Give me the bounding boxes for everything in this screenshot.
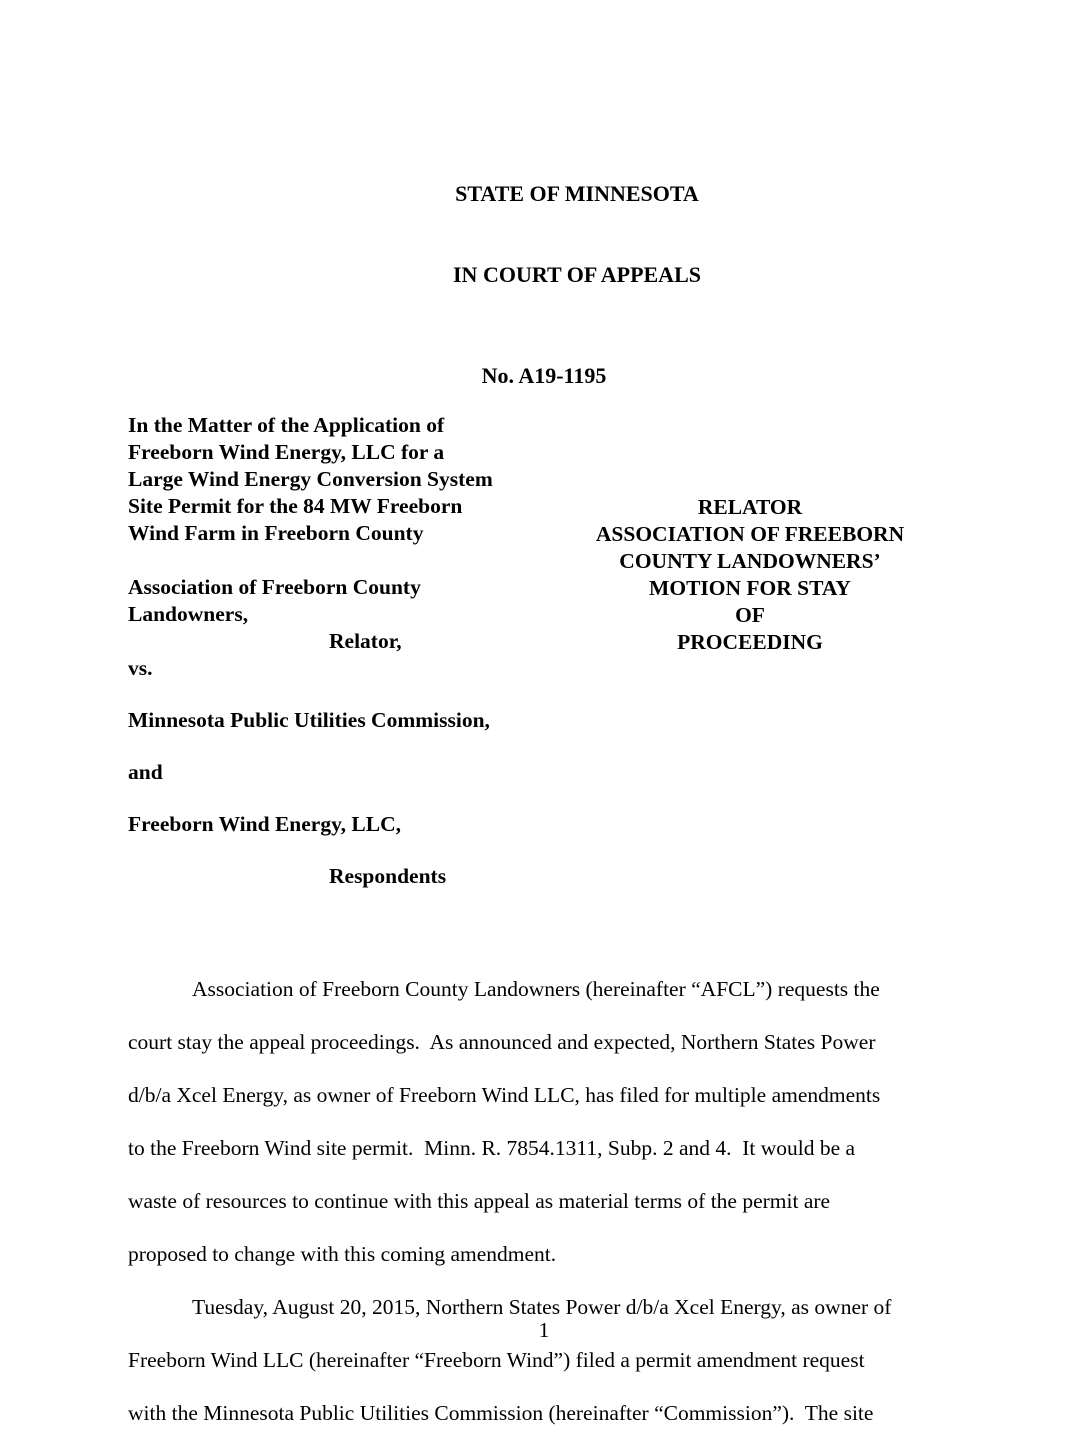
motion-title-line: RELATOR xyxy=(697,495,803,519)
matter-line: Wind Farm in Freeborn County xyxy=(128,521,424,545)
body-line: court stay the appeal proceedings. As announced and expected, Northern States Power xyxy=(128,1030,876,1054)
motion-title-line: PROCEEDING xyxy=(677,630,823,654)
motion-title-line: MOTION FOR STAY xyxy=(649,576,851,600)
respondent-party-name: Minnesota Public Utilities Commission, xyxy=(128,708,490,732)
body-paragraph xyxy=(128,1281,1088,1440)
relator-designation: Relator, xyxy=(329,629,402,653)
court-header xyxy=(66,126,1088,342)
page-number: 1 xyxy=(538,1318,550,1342)
relator-party-name: Landowners, xyxy=(128,602,249,626)
matter-line: In the Matter of the Application of xyxy=(128,413,445,437)
case-caption xyxy=(128,412,1088,890)
caption-left-column xyxy=(128,412,580,890)
matter-line: Freeborn Wind Energy, LLC for a xyxy=(128,440,445,464)
case-number: No. A19-1195 xyxy=(481,363,607,388)
respondents-designation: Respondents xyxy=(329,864,447,888)
motion-title-line: OF xyxy=(735,603,765,627)
body-line: d/b/a Xcel Energy, as owner of Freeborn Wind LLC, has filed for multiple amendments xyxy=(128,1083,881,1107)
court-name-line: IN COURT OF APPEALS xyxy=(453,262,701,287)
matter-line: Large Wind Energy Conversion System xyxy=(128,467,493,491)
body-line: to the Freeborn Wind site permit. Minn. R. 7854.1311, Subp. 2 and 4. It would be a xyxy=(128,1136,856,1160)
document-body xyxy=(128,963,1088,1440)
body-line: Tuesday, August 20, 2015, Northern States Power d/b/a Xcel Energy, as owner of xyxy=(192,1295,892,1319)
body-line: Freeborn Wind LLC (hereinafter “Freeborn Wind”) filed a permit amendment request xyxy=(128,1348,865,1372)
matter-line: Site Permit for the 84 MW Freeborn xyxy=(128,494,463,518)
body-line: waste of resources to continue with this appeal as material terms of the permit are xyxy=(128,1189,831,1213)
body-line: proposed to change with this coming amendment. xyxy=(128,1242,557,1266)
motion-title-line: COUNTY LANDOWNERS’ xyxy=(619,549,881,573)
versus-label: vs. xyxy=(128,656,153,680)
body-paragraph xyxy=(128,963,1088,1281)
respondent-party-name: Freeborn Wind Energy, LLC, xyxy=(128,812,401,836)
body-line: Association of Freeborn County Landowners (hereinafter “AFCL”) requests the xyxy=(192,977,880,1001)
court-name-line: STATE OF MINNESOTA xyxy=(455,181,699,206)
body-line: with the Minnesota Public Utilities Commission (hereinafter “Commission”). The site xyxy=(128,1401,874,1425)
and-label: and xyxy=(128,760,163,784)
motion-title xyxy=(578,494,922,656)
caption-spacer xyxy=(128,547,580,574)
motion-title-line: ASSOCIATION OF FREEBORN xyxy=(595,522,905,546)
relator-party-name: Association of Freeborn County xyxy=(128,575,421,599)
